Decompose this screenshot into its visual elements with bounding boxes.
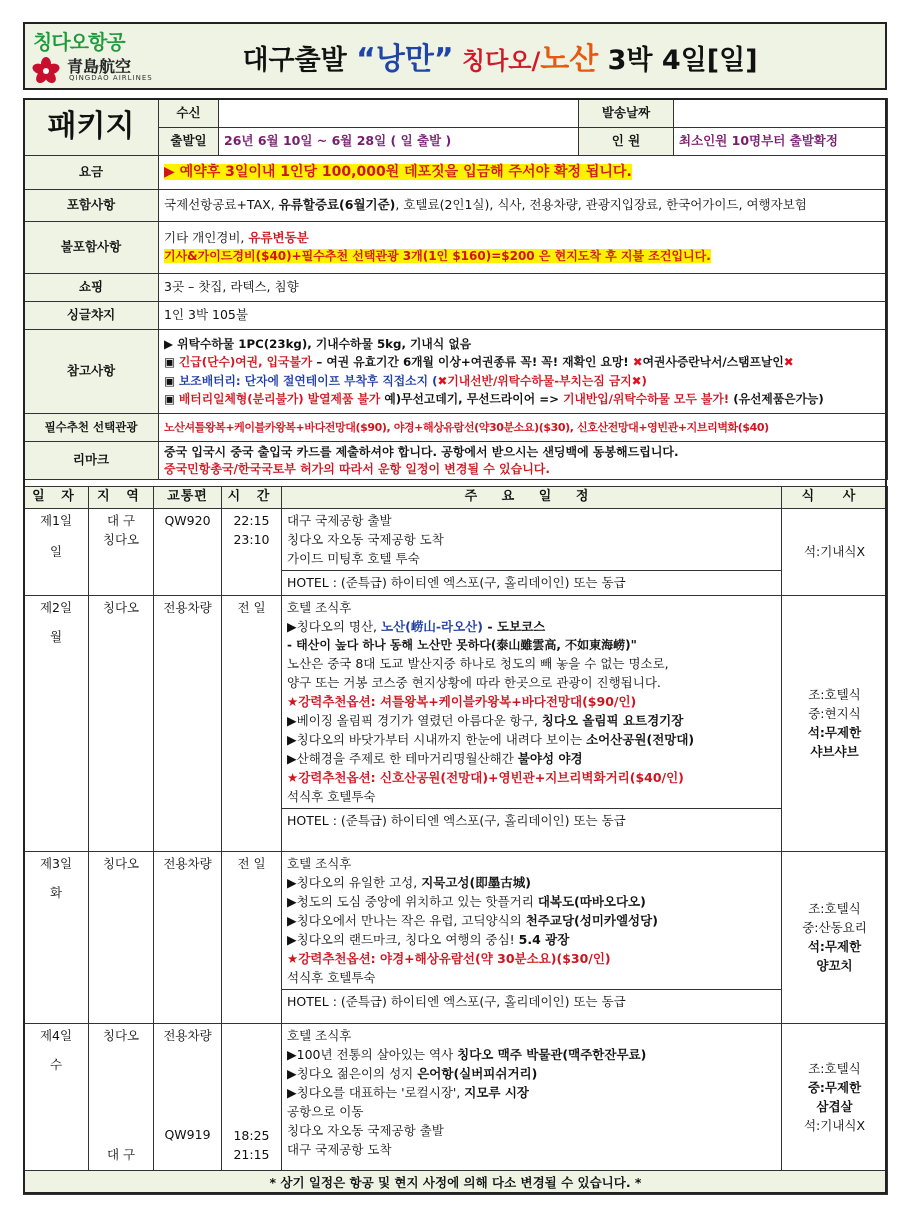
- remark-label: 리마크: [24, 442, 159, 480]
- excl-c: 기사&가이드경비($40)+필수추천 선택관광 3개(1인 $160)=$200 은 현지도착 후 지불 조건입니다.: [164, 249, 711, 264]
- itinerary-line: [287, 617, 776, 636]
- header-region: 지 역: [89, 487, 154, 509]
- line-text: ▶칭다오 젊은이의 성지: [287, 1065, 418, 1081]
- remark-line1: 중국 입국시 중국 출입국 카드를 제출하셔야 합니다. 공항에서 받으시는 샌딩백에 동봉해드립니다.: [164, 445, 679, 460]
- itinerary-line: 대구 국제공항 도착: [287, 1141, 392, 1157]
- time-cell: 전 일: [222, 851, 282, 1023]
- ref-label: 참고사항: [24, 330, 159, 414]
- hotel-line: HOTEL : (준특급) 하이티엔 엑스포(구, 홀리데이인) 또는 동급: [282, 989, 781, 1013]
- x-mark-icon: ✖: [631, 373, 642, 388]
- line-highlight: 지묵고성(即墨古城): [421, 874, 531, 890]
- ref-value: [159, 330, 888, 414]
- schedule-header-row: [24, 487, 888, 509]
- title-city: 칭다오/: [453, 47, 541, 75]
- day-cell: [24, 595, 89, 851]
- day-number: 제1일: [39, 512, 73, 528]
- ref2-d: 여권사증란낙서/스탬프날인: [642, 355, 784, 370]
- itinerary-line: [287, 873, 776, 892]
- recv-label: 수신: [159, 99, 219, 128]
- itinerary-line: 노산은 중국 8대 도교 발산지중 하나로 청도의 빼 놓을 수 없는 명소로,: [287, 656, 669, 672]
- region-2: 칭다오: [102, 531, 140, 547]
- day-cell: [24, 1023, 89, 1170]
- meal-line: 석:무제한: [807, 725, 862, 741]
- fee-value: [159, 156, 888, 190]
- hotel-line: HOTEL : (준특급) 하이티엔 엑스포(구, 홀리데이인) 또는 동급: [282, 808, 781, 832]
- itinerary-line: 칭다오 자오동 국제공항 도착: [287, 531, 444, 547]
- line-text: ▶칭다오의 바닷가부터 시내까지 한눈에 내려다 보이는: [287, 732, 587, 748]
- day-number: 제3일: [39, 855, 73, 871]
- itinerary-line: 양구 또는 거봉 코스중 현지상황에 따라 한곳으로 관광이 진행됩니다.: [287, 675, 661, 691]
- itinerary-line: [287, 711, 776, 730]
- fee-label: 요금: [24, 156, 159, 190]
- meal-line: 중:산동요리: [802, 920, 867, 936]
- meal-line: 조:호텔식: [808, 901, 861, 917]
- region-cell: [89, 508, 154, 595]
- region-cell: [89, 1023, 154, 1170]
- line-highlight: 불야성 야경: [517, 751, 583, 767]
- time-1: 18:25: [233, 1127, 270, 1143]
- logo-script-text: 青島航空: [67, 57, 132, 76]
- itinerary-line: [287, 1064, 776, 1083]
- meal-line: 양꼬치: [816, 958, 853, 974]
- line-text: ▶칭다오의 명산,: [287, 618, 381, 634]
- itinerary-line: [287, 911, 776, 930]
- itinerary-line: [287, 749, 776, 768]
- logo-sub-text: QINGDAO AIRLINES: [69, 74, 153, 82]
- opt-value: 노산셔틀왕복+케이블카왕복+바다전망대($90), 야경+해상유람선(약30분소요)($30), 신호산전망대+영빈관+지브리벽화($40): [159, 414, 888, 442]
- day-cell: [24, 508, 89, 595]
- line-text: ▶청도의 도심 중앙에 위치하고 있는 핫플거리: [287, 893, 538, 909]
- line-highlight: 천주교당(성미카엘성당): [525, 912, 658, 928]
- flower-logo-icon: [31, 56, 61, 86]
- incl-b: 유류할증료(6월기준): [278, 197, 396, 213]
- region-cell: 칭다오: [89, 595, 154, 851]
- send-date-label: 발송날짜: [579, 99, 674, 128]
- day-of-week: 화: [49, 884, 63, 900]
- departure-value: 26년 6월 10일 ~ 6월 28일 ( 일 출발 ): [219, 128, 579, 156]
- itinerary-cell: [282, 595, 782, 851]
- excl-line2: [164, 247, 882, 265]
- itinerary-line: 칭다오 자오동 국제공항 출발: [287, 1122, 444, 1138]
- meal-line: 석:기내식X: [803, 544, 866, 560]
- line-text: ▶칭다오의 유일한 고성,: [287, 874, 422, 890]
- incl-a: 국제선항공료+TAX,: [164, 197, 279, 213]
- x-mark-icon: ✖: [783, 355, 794, 370]
- ref2-b: 긴급(단수)여권, 입국불가: [178, 355, 313, 370]
- line-highlight: 칭다오 올림픽 요트경기장: [541, 713, 684, 729]
- time-2: 21:15: [233, 1146, 270, 1162]
- ref-line3: [164, 372, 882, 390]
- meal-line: 조:호텔식: [808, 1060, 861, 1076]
- hotel-line: HOTEL : (준특급) 하이티엔 엑스포(구, 홀리데이인) 또는 동급: [282, 570, 781, 594]
- line-text: - 도보코스: [482, 618, 546, 634]
- meal-cell: [782, 1023, 888, 1170]
- day-of-week: 수: [49, 1056, 63, 1072]
- line-highlight: 지모루 시장: [464, 1084, 530, 1100]
- title-quote: “낭만”: [356, 42, 454, 77]
- day-of-week: 월: [49, 628, 63, 644]
- itinerary-cell: [282, 1023, 782, 1170]
- page-title: [175, 34, 885, 78]
- meal-line: 석:기내식X: [803, 1117, 866, 1133]
- day-cell: [24, 851, 89, 1023]
- line-text: ▶칭다오를 대표하는 '로컬시장',: [287, 1084, 465, 1100]
- excl-label: 불포함사항: [24, 222, 159, 274]
- transport-1: 전용차량: [163, 1027, 212, 1043]
- meal-line: 중:무제한: [807, 1079, 862, 1095]
- itinerary-line: 석식후 호텔투숙: [287, 969, 376, 985]
- line-highlight: 칭다오 맥주 박물관(맥주한잔무료): [457, 1046, 647, 1062]
- ref3-c: 기내선반/위탁수하물-부치는짐 금지: [447, 373, 632, 388]
- line-text: ▶칭다오에서 만나는 작은 유럽, 고딕양식의: [287, 912, 526, 928]
- meal-cell: [782, 851, 888, 1023]
- day-number: 제4일: [39, 1027, 73, 1043]
- itinerary-cell: [282, 851, 782, 1023]
- schedule-row-day1: [24, 508, 888, 595]
- itinerary-line: 호텔 조식후: [287, 855, 352, 871]
- time-1: 22:15: [233, 512, 270, 528]
- meal-line: 삼겹살: [816, 1098, 853, 1114]
- header-meals: 식 사: [782, 487, 888, 509]
- itinerary-line: [287, 1083, 776, 1102]
- region-1: 대 구: [106, 512, 136, 528]
- region-2: 대 구: [106, 1146, 136, 1162]
- itinerary-line: 대구 국제공항 출발: [287, 512, 392, 528]
- title-city2: 노산: [540, 42, 599, 77]
- single-label: 싱글챠지: [24, 302, 159, 330]
- schedule-table: [23, 486, 888, 1195]
- package-label: 패키지: [24, 99, 159, 156]
- itinerary-line: 호텔 조식후: [287, 1027, 352, 1043]
- line-highlight: 대복도(따바오다오): [537, 893, 646, 909]
- itinerary-cell: [282, 508, 782, 595]
- itinerary-line: [287, 892, 776, 911]
- header-transport: 교통편: [154, 487, 222, 509]
- ref-line4: [164, 390, 882, 408]
- document-header: [23, 22, 887, 90]
- transport-cell: 전용차량: [154, 851, 222, 1023]
- time-2: 23:10: [233, 531, 270, 547]
- meal-line: 중:현지식: [808, 706, 861, 722]
- remark-value: [159, 442, 888, 480]
- transport-cell: [154, 1023, 222, 1170]
- itinerary-line: [287, 1045, 776, 1064]
- schedule-row-day4: [24, 1023, 888, 1170]
- region-1: 칭다오: [102, 1027, 140, 1043]
- line-text: ▶칭다오의 랜드마크, 칭다오 여행의 중심!: [287, 931, 519, 947]
- ref4-c: 예)무선고데기, 무선드라이어 =>: [380, 391, 564, 406]
- header-itinerary: 주 요 일 정: [282, 487, 782, 509]
- transport-cell: 전용차량: [154, 595, 222, 851]
- ref2-a: ▣: [164, 355, 179, 370]
- schedule-row-day2: [24, 595, 888, 851]
- meal-line: 조:호텔식: [808, 687, 861, 703]
- time-cell: [222, 1023, 282, 1170]
- excl-a: 기타 개인경비,: [164, 230, 249, 246]
- itinerary-line: 가이드 미팅후 호텔 투숙: [287, 550, 420, 566]
- itinerary-line: 공항으로 이동: [287, 1103, 364, 1119]
- send-date-value: [674, 99, 888, 128]
- schedule-footer-note: * 상기 일정은 항공 및 현지 사정에 의해 다소 변경될 수 있습니다. *: [24, 1170, 888, 1194]
- ref4-b: 배터리일체형(분리불가) 발열제품 불가: [178, 391, 381, 406]
- itinerary-line: [287, 730, 776, 749]
- persons-value: 최소인원 10명부터 출발확정: [674, 128, 888, 156]
- itinerary-line: - 태산이 높다 하나 동해 노산만 못하다(泰山雖雲高, 不如東海崂)": [287, 637, 637, 652]
- meal-line: 샤브샤브: [810, 744, 859, 760]
- day-number: 제2일: [39, 599, 73, 615]
- incl-value: [159, 190, 888, 222]
- departure-label: 출발일: [159, 128, 219, 156]
- shop-label: 쇼핑: [24, 274, 159, 302]
- itinerary-line: ★강력추천옵션: 신호산공원(전망대)+영빈관+지브리벽화거리($40/인): [287, 770, 684, 786]
- itinerary-line: ★강력추천옵션: 야경+해상유람선(약 30분소요)($30/인): [287, 950, 611, 966]
- persons-label: 인 원: [579, 128, 674, 156]
- remark-line2: 중국민항총국/한국국토부 허가의 따라서 운항 일정이 변경될 수 있습니다.: [164, 461, 550, 476]
- single-value: 1인 3박 105불: [159, 302, 888, 330]
- x-mark-icon: ✖: [437, 373, 448, 388]
- logo-brand-text: 칭다오항공: [33, 30, 125, 54]
- region-cell: 칭다오: [89, 851, 154, 1023]
- x-mark-icon: ✖: [632, 355, 643, 370]
- airline-logo: [25, 24, 175, 88]
- day-of-week: 일: [49, 543, 63, 559]
- line-highlight: 노산(崂山-라오산): [380, 618, 483, 634]
- schedule-row-day3: [24, 851, 888, 1023]
- ref3-d: ): [641, 373, 647, 388]
- excl-b: 유류변동분: [248, 230, 309, 246]
- itinerary-line: ★강력추천옵션: 셔틀왕복+케이블카왕복+바다전망대($90/인): [287, 694, 637, 710]
- ref4-a: ▣: [164, 391, 179, 406]
- opt-label: 필수추천 선택관광: [24, 414, 159, 442]
- incl-c: , 호텔료(2인1실), 식사, 전용차량, 관광지입장료, 한국어가이드, 여행자보험: [395, 197, 807, 213]
- fee-text: ▶ 예약후 3일이내 1인당 100,000원 데포짓을 입금해 주서야 확정 됩니다.: [164, 164, 632, 181]
- incl-label: 포함사항: [24, 190, 159, 222]
- excl-line1: [164, 229, 882, 247]
- line-highlight: 은어항(실버피쉬거리): [417, 1065, 538, 1081]
- ref3-b: 보조배터리: 단자에 절연테이프 부착후 직접소지 (: [178, 373, 438, 388]
- header-day: 일 자: [24, 487, 89, 509]
- title-part-b: 3박 4일[일]: [598, 45, 758, 76]
- meal-line: 석:무제한: [807, 939, 862, 955]
- itinerary-line: 석식후 호텔투숙: [287, 789, 376, 805]
- itinerary-line: [287, 930, 776, 949]
- shop-value: 3곳 – 찻집, 라텍스, 침향: [159, 274, 888, 302]
- ref3-a: ▣: [164, 373, 179, 388]
- time-cell: [222, 508, 282, 595]
- itinerary-line: 호텔 조식후: [287, 599, 352, 615]
- ref4-d: 기내반입/위탁수하물 모두 불가!: [563, 391, 730, 406]
- line-highlight: 소어산공원(전망대): [586, 732, 695, 748]
- ref-line2: [164, 353, 882, 371]
- ref4-e: (유선제품은가능): [729, 391, 824, 406]
- ref2-c: – 여권 유효기간 6개월 이상+여권종류 꼭! 꼭! 재확인 요망!: [312, 355, 633, 370]
- title-part-a: 대구출발: [242, 45, 357, 76]
- excl-value: [159, 222, 888, 274]
- transport-2: QW919: [164, 1126, 211, 1142]
- line-text: ▶산해경을 주제로 한 테마거리명월산해간: [287, 751, 518, 767]
- ref-line1: ▶ 위탁수하물 1PC(23kg), 기내수하물 5kg, 기내식 없음: [164, 336, 472, 351]
- info-table: [23, 98, 888, 480]
- transport-cell: QW920: [154, 508, 222, 595]
- line-text: ▶100년 전통의 살아있는 역사: [287, 1046, 458, 1062]
- line-highlight: 5.4 광장: [518, 931, 570, 947]
- header-time: 시 간: [222, 487, 282, 509]
- line-text: ▶베이징 올림픽 경기가 열렸던 아름다운 항구,: [287, 713, 542, 729]
- time-cell: 전 일: [222, 595, 282, 851]
- meal-cell: [782, 595, 888, 851]
- meal-cell: [782, 508, 888, 595]
- recv-value: [219, 99, 579, 128]
